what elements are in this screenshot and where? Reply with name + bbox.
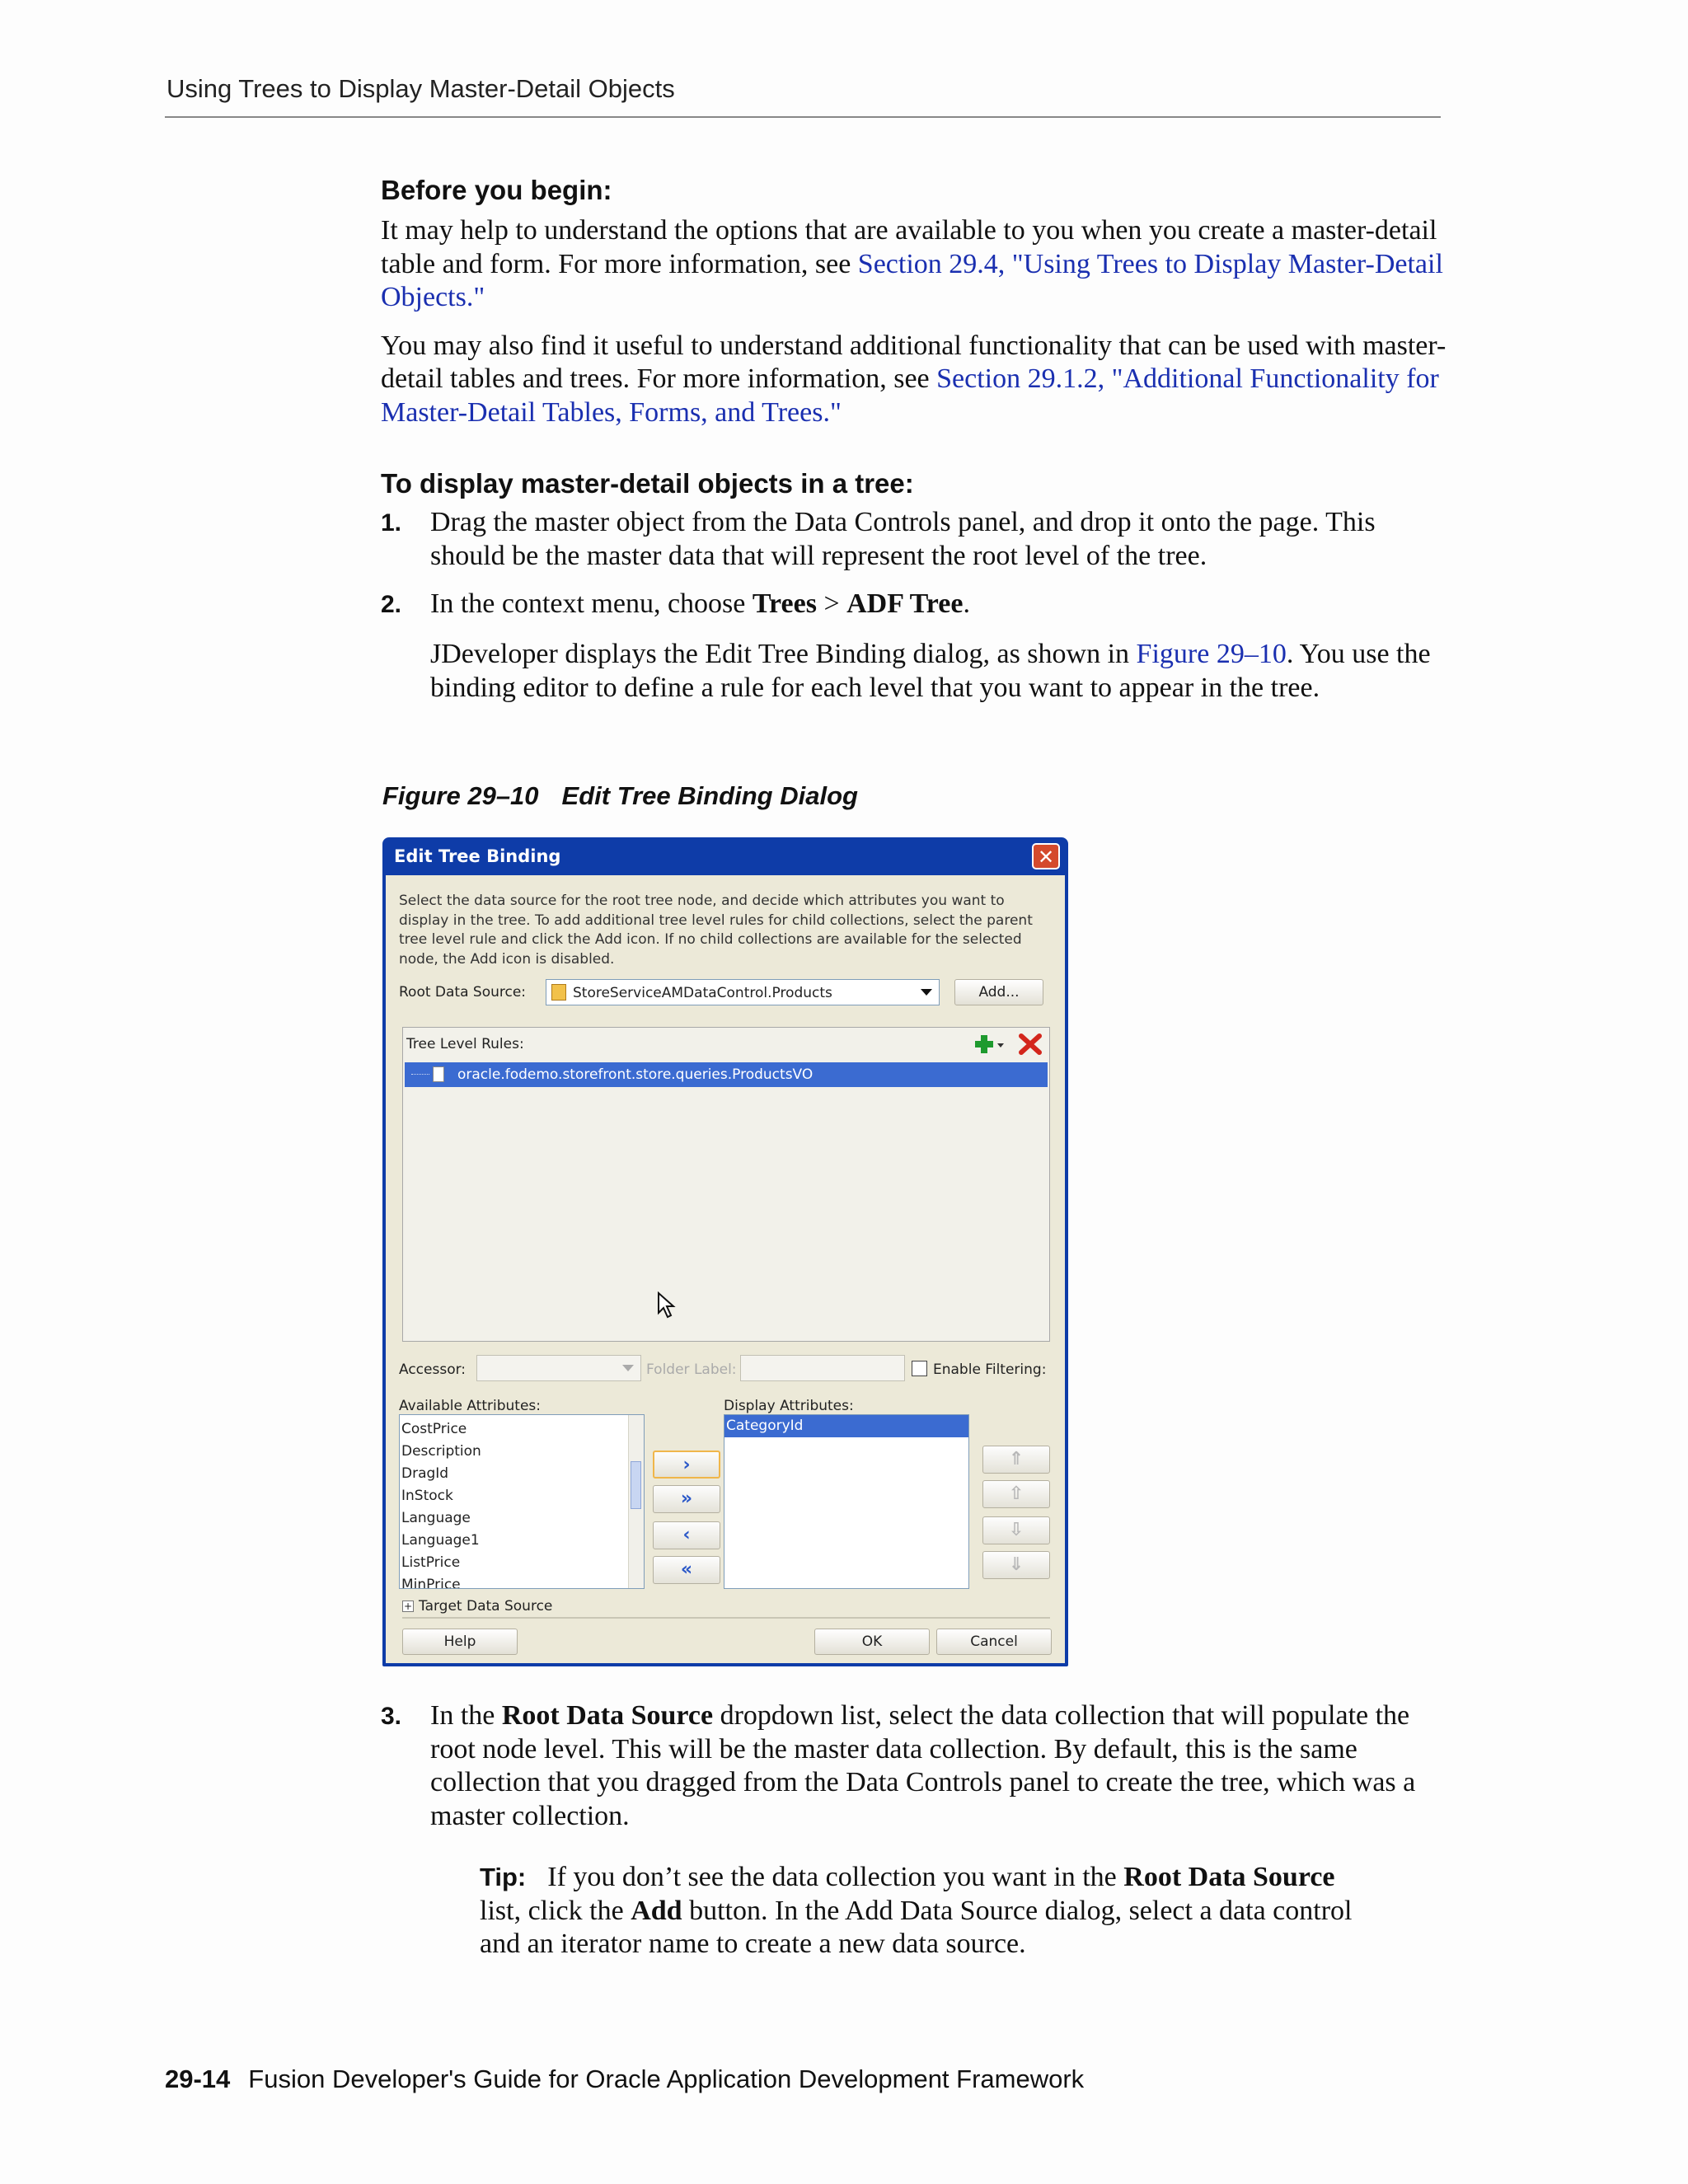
dialog-titlebar (386, 837, 1065, 875)
tree-rule-label: oracle.fodemo.storefront.store.queries.ProductsVO (457, 1066, 814, 1083)
link-figure-29-10[interactable]: Figure 29–10 (1136, 639, 1287, 669)
add-rule-icon[interactable] (973, 1033, 1006, 1056)
target-data-source-label[interactable]: Target Data Source (419, 1598, 553, 1615)
accessor-select[interactable] (476, 1355, 641, 1381)
step-3-number: 3. (381, 1703, 402, 1730)
delete-rule-icon[interactable] (1018, 1033, 1043, 1056)
chevron-down-icon (622, 1365, 634, 1371)
tip-root-data-source: Root Data Source (1123, 1862, 1335, 1892)
move-all-left-button[interactable]: « (653, 1556, 720, 1584)
folder-label-input[interactable] (740, 1355, 905, 1381)
edit-tree-binding-dialog (382, 837, 1068, 1666)
scrollbar[interactable] (628, 1415, 644, 1588)
available-attribute-item[interactable]: Language1 (401, 1532, 480, 1549)
available-attribute-item[interactable]: ListPrice (401, 1554, 461, 1571)
root-data-source-label: Root Data Source: (399, 984, 527, 1001)
available-attributes-list[interactable] (399, 1414, 645, 1589)
dialog-description: Select the data source for the root tree node, and decide which attributes you want to display in the tree. To add additional tree level rules for child collections, select the parent tree level rule and click the Add icon. If no child collections are available for the selected node, the Add icon is disabled. (399, 893, 1033, 968)
enable-filtering-label: Enable Filtering: (933, 1361, 1047, 1378)
step-2-paragraph (430, 638, 1452, 705)
cancel-button[interactable]: Cancel (936, 1629, 1052, 1655)
running-header: Using Trees to Display Master-Detail Objects (166, 74, 675, 103)
tip-label: Tip: (480, 1863, 527, 1891)
move-down-button[interactable]: ⇩ (982, 1516, 1050, 1544)
display-attributes-label: Display Attributes: (724, 1398, 854, 1414)
available-attribute-item[interactable]: InStock (401, 1488, 453, 1504)
step-2-text (430, 588, 1452, 621)
chevron-down-icon (921, 989, 932, 996)
tip-post: button. In the Add Data Source dialog, select a data control and an iterator name to create a new data source. (480, 1895, 1353, 1959)
display-attributes-list[interactable] (724, 1414, 969, 1589)
move-top-button[interactable]: ⇑ (982, 1446, 1050, 1474)
tip-add: Add (631, 1895, 682, 1926)
move-all-right-button[interactable]: » (653, 1485, 720, 1513)
before-heading: Before you begin: (381, 175, 612, 205)
step-2-number: 2. (381, 591, 402, 618)
page-footer (165, 2064, 1084, 2094)
available-attribute-item[interactable]: MinPrice (401, 1577, 461, 1589)
expand-icon[interactable]: + (403, 1601, 413, 1612)
step-2-end: . (963, 588, 970, 619)
move-right-button[interactable]: › (653, 1451, 720, 1479)
step-3-pre: In the (430, 1700, 502, 1731)
enable-filtering-checkbox[interactable] (912, 1361, 927, 1376)
available-attributes-label: Available Attributes: (399, 1398, 542, 1414)
header-rule (165, 116, 1441, 118)
step-2-sep: > (816, 588, 847, 619)
move-bottom-button[interactable]: ⇓ (982, 1551, 1050, 1579)
root-data-source-value: StoreServiceAMDataControl.Products (573, 985, 832, 1001)
available-attribute-item[interactable]: CostPrice (401, 1421, 467, 1437)
move-left-button[interactable]: ‹ (653, 1521, 720, 1549)
file-icon (433, 1066, 444, 1082)
link-section-29-1-2[interactable]: Section 29.1.2, "Additional Functionality for Master-Detail Tables, Forms, and Trees." (381, 363, 1439, 428)
step-2-pre: In the context menu, choose (430, 588, 753, 619)
folder-label-label: Folder Label: (646, 1361, 737, 1378)
tip-mid: list, click the (480, 1895, 631, 1926)
before-paragraph-1 (381, 214, 1452, 315)
accessor-label: Accessor: (399, 1361, 467, 1378)
before-paragraph-2 (381, 330, 1452, 430)
book-title: Fusion Developer's Guide for Oracle Application Development Framework (248, 2064, 1085, 2093)
mouse-cursor-icon (657, 1291, 677, 1323)
figure-caption (382, 781, 858, 811)
step-3-text (430, 1699, 1452, 1833)
step-2-adf-tree: ADF Tree (846, 588, 964, 619)
before-section (381, 175, 1452, 429)
tip-paragraph (480, 1861, 1353, 1961)
dialog-body (386, 875, 1065, 1663)
step-2-p-post: . You use the binding editor to define a rule for each level that you want to appear in the tree. (430, 639, 1431, 703)
before-p1-text: It may help to understand the options that are available to you when you create a master-detail table and form. For more information, see (381, 215, 1437, 279)
scrollbar-thumb[interactable] (631, 1461, 641, 1509)
help-button[interactable]: Help (402, 1629, 518, 1655)
tree-level-rules-label: Tree Level Rules: (406, 1036, 524, 1052)
move-up-button[interactable]: ⇧ (982, 1480, 1050, 1508)
before-p2-text: You may also find it useful to understand additional functionality that can be used with master-detail tables and trees. For more information, see (381, 330, 1447, 394)
dialog-separator (402, 1617, 1050, 1619)
figure-title: Edit Tree Binding Dialog (561, 781, 858, 810)
ok-button[interactable]: OK (814, 1629, 930, 1655)
step-3-root-data-source: Root Data Source (501, 1700, 714, 1731)
step-2-trees: Trees (752, 588, 817, 619)
root-data-source-select[interactable] (546, 979, 940, 1005)
tree-level-rules-panel (402, 1027, 1050, 1342)
tip-pre: If you don’t see the data collection you want in the (547, 1862, 1124, 1892)
dialog-title: Edit Tree Binding (394, 846, 561, 866)
procedure-heading: To display master-detail objects in a tree: (381, 468, 914, 499)
step-1-number: 1. (381, 509, 402, 537)
add-button[interactable]: Add... (954, 979, 1043, 1005)
display-attribute-item[interactable]: CategoryId (724, 1415, 968, 1437)
step-1-text: Drag the master object from the Data Controls panel, and drop it onto the page. This should be the master data that will represent the root level of the tree. (430, 507, 1376, 571)
step-2-p-pre: JDeveloper displays the Edit Tree Binding dialog, as shown in (430, 639, 1137, 669)
tree-rule-item[interactable] (405, 1062, 1048, 1087)
figure-number: Figure 29–10 (382, 781, 539, 810)
link-section-29-4[interactable]: Section 29.4, "Using Trees to Display Master-Detail Objects." (381, 248, 1443, 312)
available-attribute-item[interactable]: Description (401, 1443, 481, 1460)
available-attribute-item[interactable]: DragId (401, 1465, 449, 1482)
data-control-icon (551, 984, 566, 1001)
available-attribute-item[interactable]: Language (401, 1510, 471, 1526)
page-number: 29-14 (165, 2064, 231, 2093)
close-icon[interactable]: ✕ (1032, 843, 1060, 869)
step-3-post: dropdown list, select the data collection that will populate the root node level. This will be the master data collection. By default, this is the same collection that you dragged from the Data Controls panel to create the tree, which was a master collection. (430, 1700, 1416, 1831)
tree-connector (411, 1074, 429, 1075)
